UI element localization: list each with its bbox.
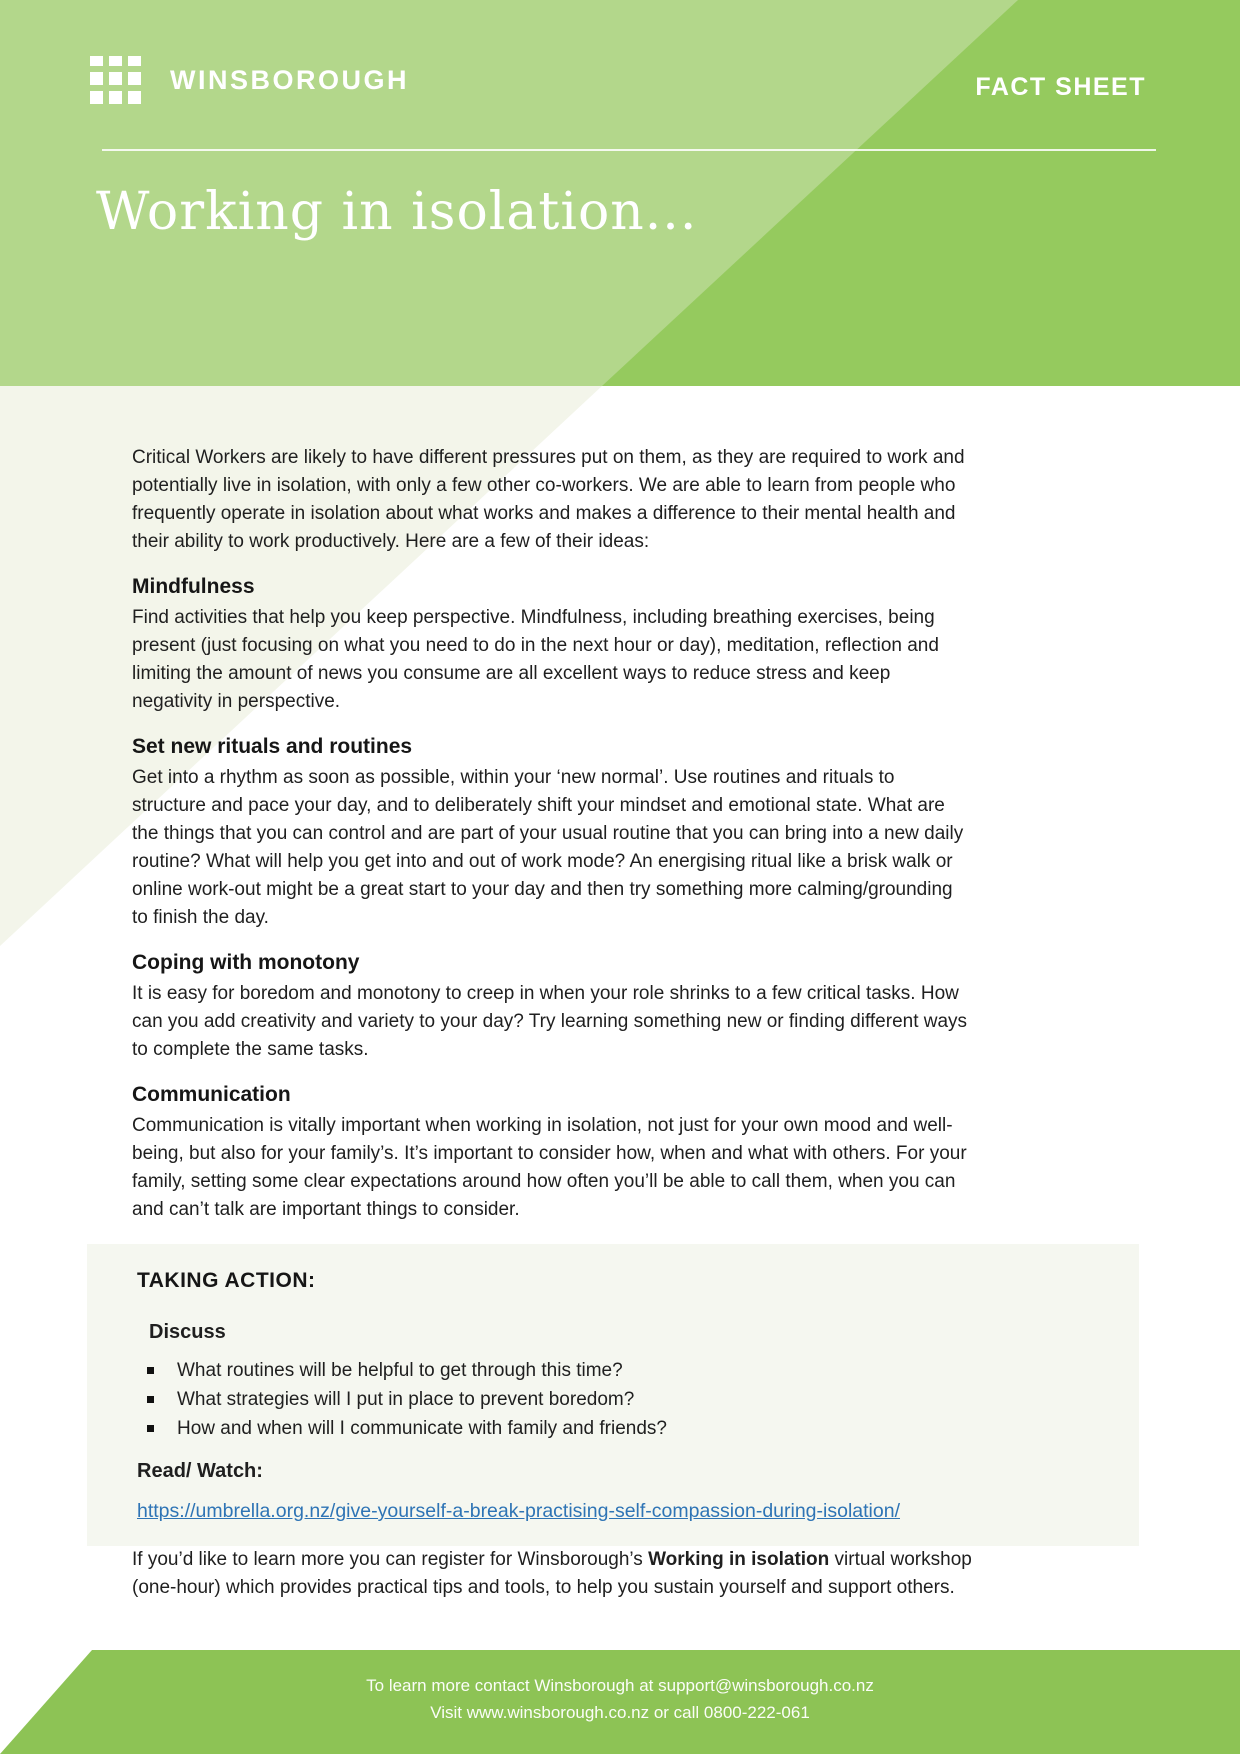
footer-contact-line: To learn more contact Winsborough at support@winsborough.co.nz (366, 1676, 874, 1695)
square-bullet-icon (147, 1367, 154, 1374)
list-item (147, 1356, 1099, 1385)
main-content (132, 444, 972, 1602)
section-body: Get into a rhythm as soon as possible, within your ‘new normal’. Use routines and rituals to structure and pace your day, and to deliberately shift your mindset and emotional state. What are the things that you can control and are part of your usual routine that you can bring into a new daily routine? What will help you get into and out of work mode? An energising ritual like a brisk walk or online work-out might be a great start to your day and then try something more calming/grounding to finish the day. (132, 767, 964, 928)
list-item (147, 1414, 1099, 1443)
bullet-text: How and when will I communicate with family and friends? (177, 1418, 667, 1439)
bullet-text: What strategies will I put in place to prevent boredom? (177, 1389, 635, 1410)
header-divider (102, 149, 1156, 151)
section-heading: Communication (132, 1083, 291, 1106)
read-watch-heading: Read/ Watch: (137, 1460, 263, 1482)
section-heading: Mindfulness (132, 575, 255, 598)
square-bullet-icon (147, 1396, 154, 1403)
section-heading: Set new rituals and routines (132, 735, 413, 758)
section-coping-monotony (132, 950, 972, 1064)
winsborough-logo (90, 56, 409, 104)
logo-grid-icon (90, 56, 141, 104)
list-item (147, 1385, 1099, 1414)
intro-paragraph: Critical Workers are likely to have different pressures put on them, as they are required to work and potentially live in isolation, with only a few other co-workers. We are able to learn from people who frequently operate in isolation about what works and makes a difference to their mental health and their ability to work productively. Here are a few of their ideas: (132, 447, 965, 552)
section-body: It is easy for boredom and monotony to creep in when your role shrinks to a few critical tasks. How can you add creativity and variety to your day? Try learning something new or finding different ways to complete the same tasks. (132, 983, 968, 1060)
discuss-bullet-list (147, 1356, 1099, 1443)
section-rituals-routines (132, 734, 972, 932)
closing-paragraph (132, 1546, 972, 1602)
logo-wordmark: WINSBOROUGH (170, 64, 409, 95)
fact-sheet-label: FACT SHEET (975, 73, 1146, 101)
closing-text-post: virtual workshop (one-hour) which provides practical tips and tools, to help you sustain yourself and support others. (132, 1549, 972, 1598)
closing-text-pre: If you’d like to learn more you can register for Winsborough’s (132, 1549, 649, 1570)
taking-action-box (87, 1244, 1139, 1546)
section-mindfulness (132, 574, 972, 716)
bullet-text: What routines will be helpful to get through this time? (177, 1360, 623, 1381)
footer-visit-line: Visit www.winsborough.co.nz or call 0800-222-061 (430, 1703, 810, 1722)
section-body: Find activities that help you keep perspective. Mindfulness, including breathing exercises, being present (just focusing on what you need to do in the next hour or day), meditation, reflection and limiting the amount of news you consume are all excellent ways to reduce stress and keep negativity in perspective. (132, 607, 939, 712)
section-heading: Coping with monotony (132, 951, 360, 974)
umbrella-article-link[interactable]: https://umbrella.org.nz/give-yourself-a-break-practising-self-compassion-during-isolation/ (137, 1500, 900, 1522)
taking-action-title: TAKING ACTION: (137, 1269, 316, 1292)
section-communication (132, 1082, 972, 1224)
discuss-heading: Discuss (149, 1321, 226, 1343)
square-bullet-icon (147, 1425, 154, 1432)
page-title: Working in isolation... (96, 182, 698, 242)
closing-text-bold: Working in isolation (648, 1549, 830, 1570)
footer (0, 1672, 1240, 1726)
section-body: Communication is vitally important when working in isolation, not just for your own mood and well-being, but also for your family’s. It’s important to consider how, when and what with others. For your family, setting some clear expectations around how often you’ll be able to call them, when you can and can’t talk are important things to consider. (132, 1115, 967, 1220)
